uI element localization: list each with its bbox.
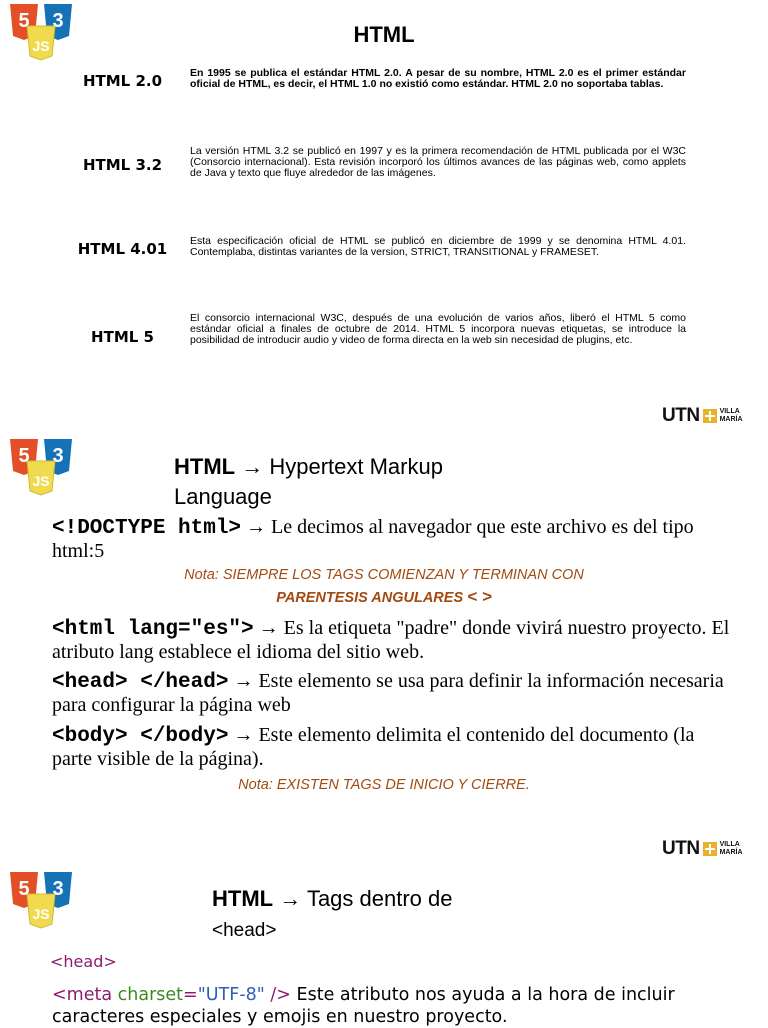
js-icon-glyph: JS [32, 38, 50, 54]
slide1-title: HTML [353, 22, 415, 47]
head-tag-code: <head> [50, 952, 117, 971]
slide3-title: HTML → Tags dentro de <head> [212, 886, 453, 941]
utn-logo [662, 405, 743, 427]
meta-charset-text: Este atributo nos ayuda a la hora de incluir caracteres especiales y emojis en nuestro proyecto. [52, 985, 675, 1027]
version-label-5: HTML 5 [91, 328, 154, 346]
note-angular-line2: PARENTESIS ANGULARES < > [276, 587, 492, 606]
utn-star-icon [703, 409, 717, 423]
html-css-js-logo [8, 870, 74, 930]
css3-icon-glyph: 3 [52, 10, 64, 32]
svg-text:JS: JS [32, 906, 50, 922]
version-desc-2-0: En 1995 se publica el estándar HTML 2.0. A pesar de su nombre, HTML 2.0 es el primer estándar oficial de HTML, es decir, el HTML 1.0 no existió como estándar. HTML 2.0 no soportaba tablas. [190, 67, 686, 90]
html-lang-text: → Es la etiqueta "padre" donde vivirá nuestro proyecto. El atributo lang establece el idioma del sitio web. [52, 617, 730, 663]
body-item [52, 724, 732, 770]
utn-logo: UTN VILLA MARÍA [662, 838, 743, 859]
html-lang-item [52, 617, 732, 663]
doctype-code: <!DOCTYPE html> [52, 517, 242, 540]
meta-charset-item: <meta charset="UTF-8" /> Este atributo nos ayuda a la hora de incluir caracteres especiales y emojis en nuestro proyecto. [52, 985, 675, 1027]
svg-text:JS: JS [32, 473, 50, 489]
doctype-text: → Le decimos al navegador que este archivo es del tipo html:5 [52, 516, 694, 562]
utn-logo-villa: VILLA [719, 408, 740, 415]
version-desc-4-01: Esta especificación oficial de HTML se publicó en diciembre de 1999 y se denomina HTML 4.01. Contemplaba, distintas variantes de la version, STRICT, TRANSITIONAL y FRAMESET. [190, 235, 686, 258]
note-angular-line1: Nota: SIEMPRE LOS TAGS COMIENZAN Y TERMINAN CON [184, 567, 584, 583]
version-desc-5: El consorcio internacional W3C, después de una evolución de varios años, liberó el HTML 5 como estándar oficial a finales de octubre de 2014. HTML 5 incorpora nuevas etiquetas, se introduce la posibilidad de introducir audio y video de forma directa en la web sin necesidad de plugins, etc. [190, 312, 686, 346]
doctype-item [52, 516, 732, 562]
version-label-2-0: HTML 2.0 [82, 72, 163, 90]
slide-html-versions [0, 0, 768, 430]
html5-icon-glyph: 5 [18, 10, 30, 32]
html-css-js-logo [8, 437, 74, 497]
head-code: <head> </head> [52, 671, 229, 694]
utn-star-icon [703, 842, 717, 856]
version-desc-3-2: La versión HTML 3.2 se publicó en 1997 y es la primera recomendación de HTML publicada por el W3C (Consorcio internacional). Esta revisión incorporó los últimos avances de las páginas web, como applets de Java y texto que fluye alrededor de las imágenes. [190, 145, 686, 179]
utn-logo-maria: MARÍA [719, 416, 743, 423]
slide2-title: HTML → Hypertext Markup Language [174, 454, 443, 509]
svg-text:5: 5 [18, 445, 30, 467]
body-text: → Este elemento delimita el contenido del documento (la parte visible de la página). [52, 724, 695, 770]
svg-text:5: 5 [18, 878, 30, 900]
version-label-3-2: HTML 3.2 [82, 156, 163, 174]
body-code: <body> </body> [52, 725, 229, 748]
note-start-end-tags: Nota: EXISTEN TAGS DE INICIO Y CIERRE. [238, 777, 530, 793]
html-lang-code: <html lang="es"> [52, 618, 254, 641]
head-item [52, 670, 732, 716]
version-label-4-01: HTML 4.01 [77, 240, 168, 258]
svg-text:3: 3 [52, 445, 64, 467]
head-text: → Este elemento se usa para definir la información necesaria para configurar la página web [52, 670, 724, 716]
svg-text:3: 3 [52, 878, 64, 900]
utn-logo-text: UTN [662, 405, 700, 426]
